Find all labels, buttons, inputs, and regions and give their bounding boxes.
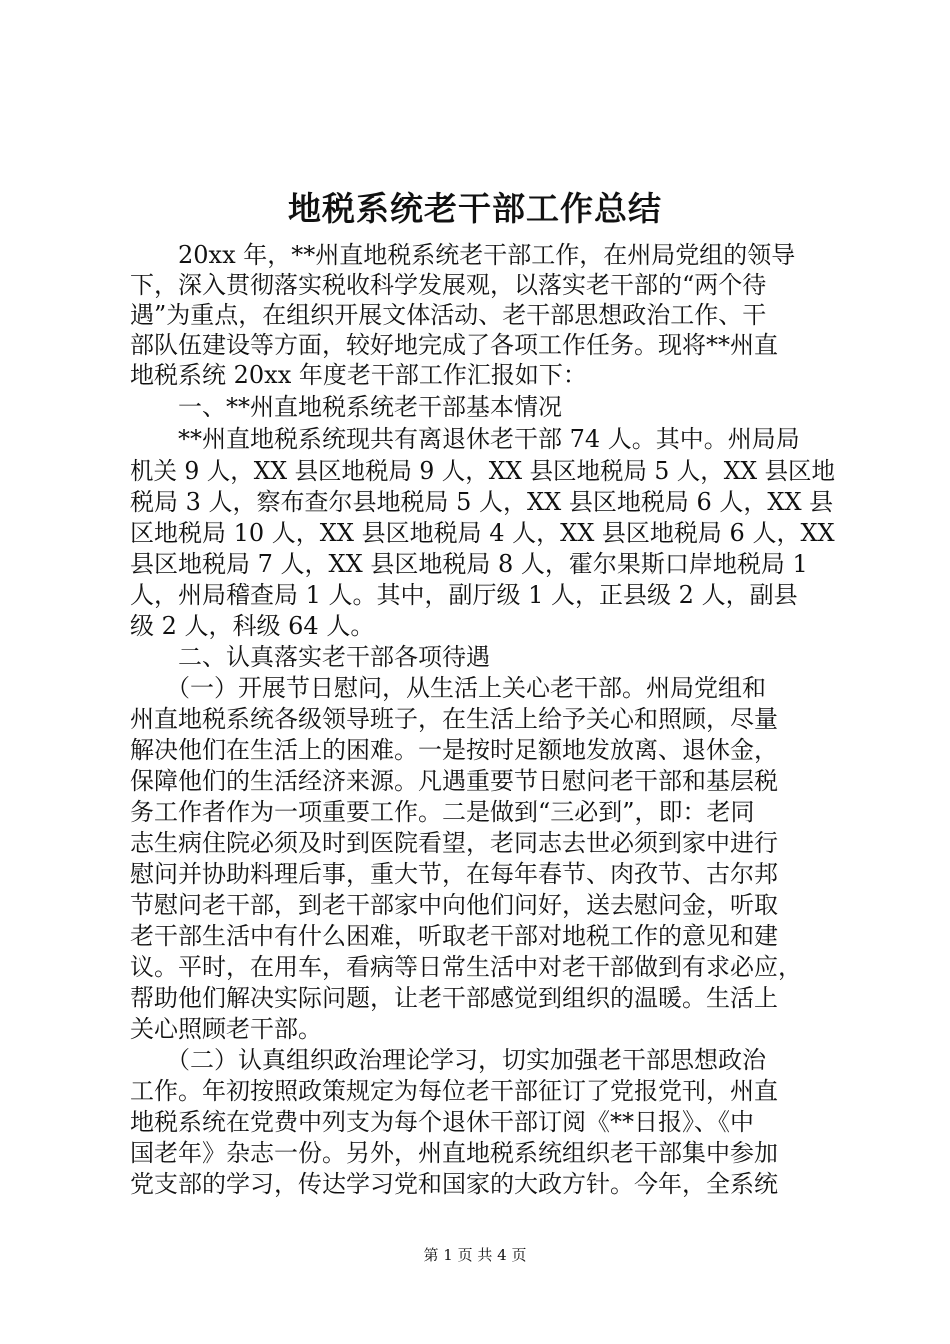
body-line: 20xx 年，**州直地税系统老干部工作，在州局党组的领导 <box>130 241 796 269</box>
body-line: 务工作者作为一项重要工作。二是做到“三必到”，即：老同 <box>130 798 755 826</box>
body-line: 国老年》杂志一份。另外，州直地税系统组织老干部集中参加 <box>130 1139 778 1167</box>
body-line: 帮助他们解决实际问题，让老干部感觉到组织的温暖。生活上 <box>130 984 778 1012</box>
body-line: 税局 3 人，察布查尔县地税局 5 人，XX 县区地税局 6 人，XX 县 <box>130 488 834 516</box>
body-line: 遇”为重点，在组织开展文体活动、老干部思想政治工作、干 <box>130 301 767 329</box>
body-line: 地税系统 20xx 年度老干部工作汇报如下： <box>130 361 587 389</box>
body-line: 保障他们的生活经济来源。凡遇重要节日慰问老干部和基层税 <box>130 767 778 795</box>
body-line: 州直地税系统各级领导班子，在生活上给予关心和照顾，尽量 <box>130 705 778 733</box>
body-line: 慰问并协助料理后事，重大节，在每年春节、肉孜节、古尔邦 <box>130 860 778 888</box>
document-title: 地税系统老干部工作总结 <box>288 189 662 228</box>
section-heading: 一、**州直地税系统老干部基本情况 <box>130 393 562 421</box>
body-line: 节慰问老干部，到老干部家中向他们问好，送去慰问金，听取 <box>130 891 778 919</box>
body-line: 机关 9 人，XX 县区地税局 9 人，XX 县区地税局 5 人，XX 县区地 <box>130 457 835 485</box>
body-line: 志生病住院必须及时到医院看望，老同志去世必须到家中进行 <box>130 829 778 857</box>
body-line: 关心照顾老干部。 <box>130 1015 322 1043</box>
body-line: （一）开展节日慰问，从生活上关心老干部。州局党组和 <box>130 674 766 702</box>
body-line: 解决他们在生活上的困难。一是按时足额地发放离、退休金， <box>130 736 778 764</box>
body-line: 区地税局 10 人，XX 县区地税局 4 人，XX 县区地税局 6 人，XX <box>130 519 835 547</box>
body-line: 县区地税局 7 人，XX 县区地税局 8 人，霍尔果斯口岸地税局 1 <box>130 550 808 578</box>
body-line: 下，深入贯彻落实税收科学发展观，以落实老干部的“两个待 <box>130 271 767 299</box>
body-line: （二）认真组织政治理论学习，切实加强老干部思想政治 <box>130 1046 766 1074</box>
body-line: 工作。年初按照政策规定为每位老干部征订了党报党刊，州直 <box>130 1077 778 1105</box>
page-number-footer: 第 1 页 共 4 页 <box>423 1246 527 1264</box>
body-line: 地税系统在党费中列支为每个退休干部订阅《**日报》、《中 <box>130 1108 754 1136</box>
body-line: 级 2 人，科级 64 人。 <box>130 612 375 640</box>
section-heading: 二、认真落实老干部各项待遇 <box>130 643 490 671</box>
body-line: 党支部的学习，传达学习党和国家的大政方针。今年，全系统 <box>130 1170 778 1198</box>
body-line: 人，州局稽查局 1 人。其中，副厅级 1 人，正县级 2 人，副县 <box>130 581 798 609</box>
body-line: 议。平时，在用车，看病等日常生活中对老干部做到有求必应， <box>130 953 802 981</box>
body-line: 部队伍建设等方面，较好地完成了各项工作任务。现将**州直 <box>130 331 778 359</box>
body-line: **州直地税系统现共有离退休老干部 74 人。其中。州局局 <box>130 425 800 453</box>
body-line: 老干部生活中有什么困难，听取老干部对地税工作的意见和建 <box>130 922 778 950</box>
